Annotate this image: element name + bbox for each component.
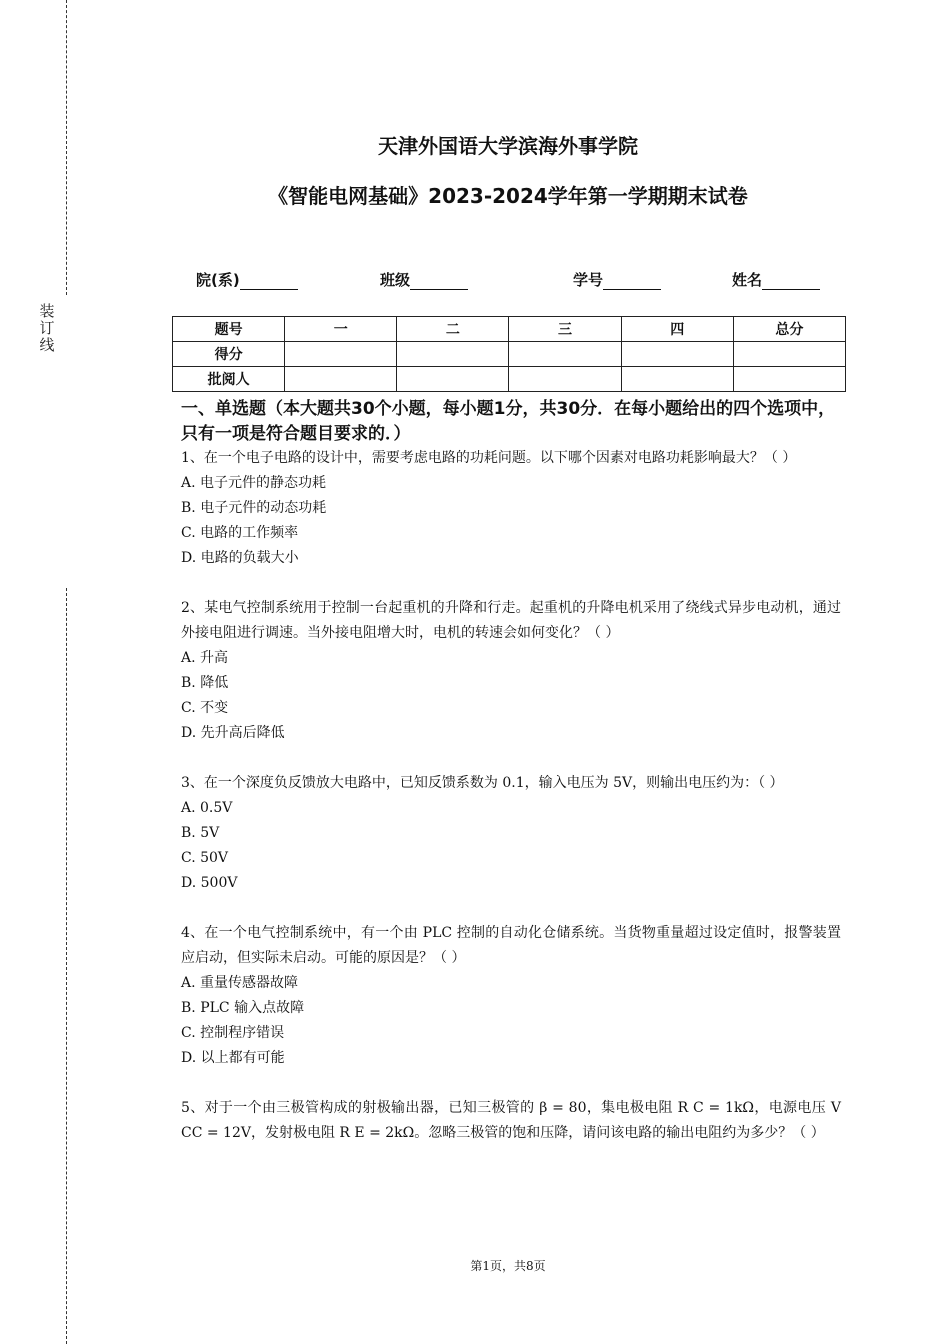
question-stem: 4、在一个电气控制系统中，有一个由 PLC 控制的自动化仓储系统。当货物重量超过设定值时，报警装置应启动，但实际未启动。可能的原因是？（ ）: [181, 925, 841, 966]
question-option: B. PLC 输入点故障: [181, 1000, 305, 1016]
score-table-row: [173, 367, 846, 392]
score-table-cell[interactable]: [397, 342, 509, 367]
score-table-cell[interactable]: [285, 367, 397, 392]
score-table-cell[interactable]: [509, 342, 621, 367]
question-option: A. 电子元件的静态功耗: [181, 475, 327, 491]
question-option: C. 不变: [181, 700, 229, 716]
score-table-header-cell: 一: [285, 317, 397, 342]
question-5: [181, 1096, 841, 1146]
dept-blank[interactable]: [240, 273, 298, 290]
question-option: A. 升高: [181, 650, 229, 666]
question-list: [181, 446, 841, 1171]
class-field: [380, 269, 468, 290]
score-table: [172, 316, 846, 392]
question-option: A. 0.5V: [181, 800, 233, 816]
score-table-header-cell: 四: [621, 317, 733, 342]
score-table-cell[interactable]: [285, 342, 397, 367]
question-option: B. 电子元件的动态功耗: [181, 500, 327, 516]
dept-label: 院(系): [196, 271, 240, 289]
exam-title: 《智能电网基础》2023-2024学年第一学期期末试卷: [268, 184, 748, 208]
student-id-blank[interactable]: [603, 273, 661, 290]
score-table-cell[interactable]: [621, 342, 733, 367]
question-option: D. 先升高后降低: [181, 725, 285, 741]
score-table-row: [173, 342, 846, 367]
section-heading: 一、单选题（本大题共30个小题，每小题1分，共30分．在每小题给出的四个选项中，只有一项是符合题目要求的．）: [181, 399, 836, 444]
score-table-cell[interactable]: [733, 367, 845, 392]
student-id-label: 学号: [573, 271, 604, 289]
score-table-header-cell: 批阅人: [173, 367, 285, 392]
question-1: [181, 446, 841, 571]
question-option: C. 电路的工作频率: [181, 525, 299, 541]
question-stem: 3、在一个深度负反馈放大电路中，已知反馈系数为 0.1，输入电压为 5V，则输出电压约为：（ ）: [181, 775, 784, 791]
question-stem: 2、某电气控制系统用于控制一台起重机的升降和行走。起重机的升降电机采用了绕线式异步电动机，通过外接电阻进行调速。当外接电阻增大时，电机的转速会如何变化？（ ）: [181, 600, 841, 641]
question-option: C. 控制程序错误: [181, 1025, 285, 1041]
score-table-cell[interactable]: [733, 342, 845, 367]
question-3: [181, 771, 841, 896]
school-title: 天津外国语大学滨海外事学院: [378, 134, 638, 158]
question-4: [181, 921, 841, 1071]
score-table-header-cell: 题号: [173, 317, 285, 342]
question-option: D. 电路的负载大小: [181, 550, 299, 566]
question-option: B. 5V: [181, 825, 220, 841]
question-stem: 1、在一个电子电路的设计中，需要考虑电路的功耗问题。以下哪个因素对电路功耗影响最大？（ ）: [181, 450, 797, 466]
question-option: C. 50V: [181, 850, 229, 866]
question-2: [181, 596, 841, 746]
score-table-header-cell: 三: [509, 317, 621, 342]
score-table-cell[interactable]: [621, 367, 733, 392]
binding-dashed-line-bottom: [66, 588, 67, 1344]
score-table-header-cell: 二: [397, 317, 509, 342]
dept-field: [196, 269, 298, 290]
score-table-cell[interactable]: [397, 367, 509, 392]
question-option: B. 降低: [181, 675, 229, 691]
score-table-header-cell: 得分: [173, 342, 285, 367]
student-id-field: [573, 269, 661, 290]
question-stem: 5、对于一个由三极管构成的射极输出器，已知三极管的 β = 80，集电极电阻 R C = 1kΩ，电源电压 V CC = 12V，发射极电阻 R E = 2kΩ。忽略三极管的饱和压降，请问该电路的输出电阻约为多少？（ ）: [181, 1100, 841, 1141]
name-field: [732, 269, 820, 290]
class-blank[interactable]: [410, 273, 468, 290]
score-table-header-cell: 总分: [733, 317, 845, 342]
question-option: A. 重量传感器故障: [181, 975, 299, 991]
question-option: D. 以上都有可能: [181, 1050, 285, 1066]
name-label: 姓名: [732, 271, 763, 289]
binding-label: 装订线: [39, 302, 55, 354]
class-label: 班级: [380, 271, 411, 289]
question-option: D. 500V: [181, 875, 238, 891]
score-table-row: [173, 317, 846, 342]
name-blank[interactable]: [762, 273, 820, 290]
score-table-cell[interactable]: [509, 367, 621, 392]
page-number: 第1页，共8页: [470, 1259, 546, 1273]
